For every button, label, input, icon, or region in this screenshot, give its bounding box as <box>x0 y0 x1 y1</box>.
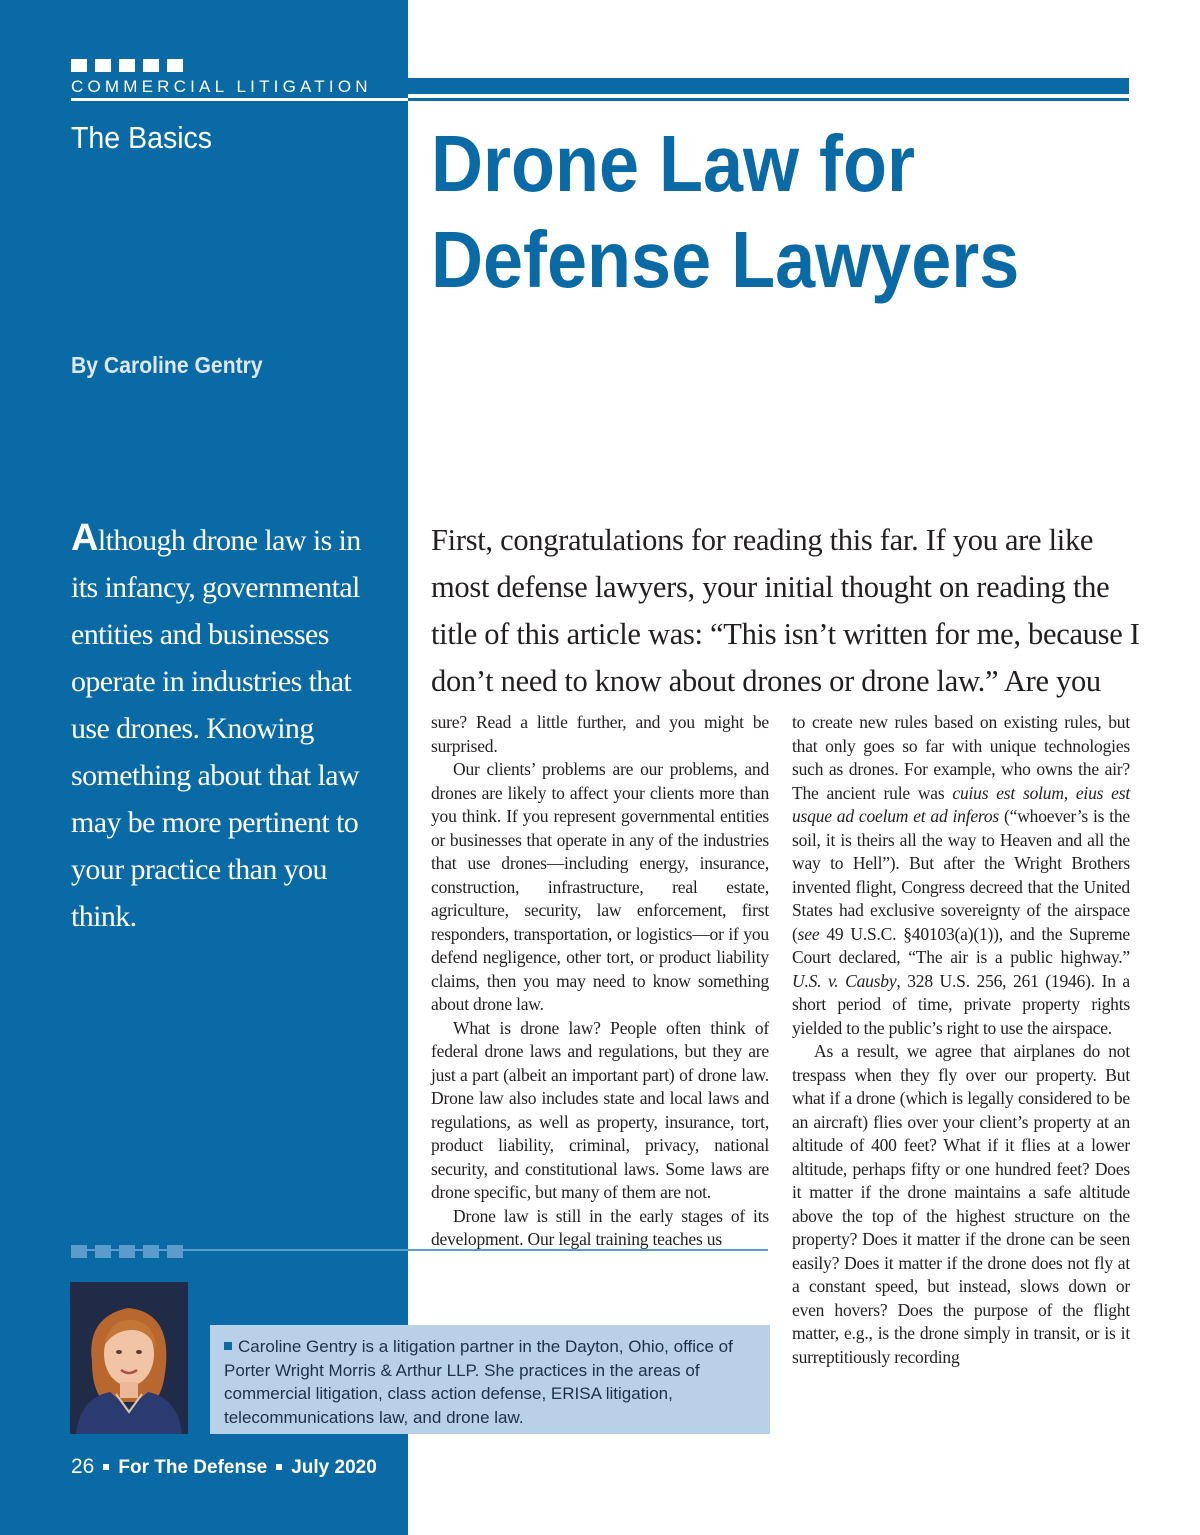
text-run: to create new rules based on existing rules, but that only goes so far with unique technologies such as drones. For example, who owns the air? The ancient rule was <box>792 712 1130 803</box>
body-paragraph: As a result, we agree that airplanes do not trespass when they fly over our property. But what if a drone (which is legally considered to be an aircraft) flies over your client’s property at an altitude of 400 feet? What if it flies at a lower altitude, perhaps fifty or one hundred feet? Does it matter if the drone maintains a safe altitude above the top of the highest structure on the property? Does it matter if the drone can be seen easily? Does it matter if the drone does not fly at a constant speed, but instead, slows down or even hovers? Does the purpose of the flight matter, e.g., is the drone simply in transit, or is it surreptitiously recording <box>792 1041 1130 1367</box>
body-paragraph <box>792 711 1130 1040</box>
lede-line: title of this article was: “This isn’t written for me, because I <box>431 617 1140 651</box>
title-line: Drone Law for <box>431 119 916 208</box>
header-rule <box>71 98 408 101</box>
body-paragraph: What is drone law? People often think of federal drone laws and regulations, but they are just a part (albeit an important part) of drone law. Drone law also includes state and local laws and regulations, as well as property, insurance, tort, product liability, criminal, privacy, national security, and constitutional laws. Some laws are drone specific, but many of them are not. <box>431 1017 769 1202</box>
header-rule-right <box>408 98 1129 101</box>
lede-line: most defense lawyers, your initial thought on reading the <box>431 570 1110 604</box>
header-bar <box>408 78 1129 94</box>
publication-name: For The Defense <box>118 1457 268 1478</box>
author-bio-text: Caroline Gentry is a litigation partner in the Dayton, Ohio, office of Porter Wright Morris & Arthur LLP. She practices in the areas of commercial litigation, class action defense, ERISA litigation, telecommunications law, and drone law. <box>224 1337 733 1427</box>
body-column-1 <box>431 711 769 1252</box>
square-ornament <box>119 59 135 72</box>
body-paragraph: Our clients’ problems are our problems, and drones are likely to affect your clients more than you think. If you represent governmental entities or businesses that operate in any of the industries that use drones—including energy, insurance, construction, infrastructure, real estate, agriculture, security, law enforcement, first responders, transportation, or logistics—or if you defend negligence, other tort, or product liability claims, then you may need to know something about drone law. <box>431 759 769 1014</box>
author-portrait-image <box>70 1282 188 1434</box>
separator-icon <box>103 1464 109 1470</box>
decorative-squares-top <box>71 59 183 72</box>
page-footer <box>71 1455 377 1479</box>
latin-phrase: cuius est solum, eius est usque ad coelum et ad inferos <box>792 782 1130 826</box>
citation-signal: see <box>797 923 820 944</box>
issue-date: July 2020 <box>291 1457 377 1478</box>
article-title <box>431 116 1019 308</box>
drop-cap: A <box>71 517 98 559</box>
text-run: , 328 U.S. 256, 261 (1946). In a short period of time, private property rights yielded to the public’s right to use the airspace. <box>792 970 1130 1038</box>
square-ornament <box>167 59 183 72</box>
title-line: Defense Lawyers <box>431 215 1020 304</box>
square-ornament <box>167 1245 183 1258</box>
square-ornament <box>95 1245 111 1258</box>
square-ornament <box>119 1245 135 1258</box>
bio-rule <box>71 1249 408 1251</box>
lede-line: don’t need to know about drones or drone law.” Are you <box>431 664 1101 698</box>
lede-paragraph <box>431 517 1140 705</box>
text-run: (“whoever’s is the soil, it is theirs all the way to Heaven and all the way to Hell”). But after the Wright Brothers invented flight, Congress decreed that the United States had exclusive sovereignty of the airspace ( <box>792 806 1130 944</box>
body-column-2 <box>792 711 1130 1369</box>
body-paragraph: Drone law is still in the early stages of its development. Our legal training teaches us <box>431 1205 769 1249</box>
pull-quote <box>71 517 381 940</box>
square-ornament <box>71 59 87 72</box>
body-paragraph: sure? Read a little further, and you might be surprised. <box>431 712 769 756</box>
square-ornament <box>143 1245 159 1258</box>
separator-icon <box>276 1464 282 1470</box>
pull-quote-text: lthough drone law is in its infancy, governmental entities and businesses operate in industries that use drones. Knowing something about that law may be more pertinent to your practice than you think. <box>71 524 361 933</box>
bullet-square-icon <box>224 1342 232 1350</box>
byline: By Caroline Gentry <box>71 352 263 378</box>
lede-line: First, congratulations for reading this far. If you are like <box>431 523 1094 557</box>
square-ornament <box>143 59 159 72</box>
text-run: 49 U.S.C. §40103(a)(1)), and the Supreme Court declared, “The air is a public highway.” <box>792 923 1130 967</box>
bio-rule-right <box>408 1249 768 1251</box>
author-bio <box>210 1325 770 1434</box>
author-photo <box>70 1282 188 1434</box>
square-ornament <box>95 59 111 72</box>
decorative-squares-bottom <box>71 1245 183 1258</box>
kicker: The Basics <box>71 120 213 155</box>
section-label: COMMERCIAL LITIGATION <box>71 77 372 96</box>
page-number: 26 <box>71 1455 95 1478</box>
case-name: U.S. v. Causby <box>792 970 897 991</box>
square-ornament <box>71 1245 87 1258</box>
